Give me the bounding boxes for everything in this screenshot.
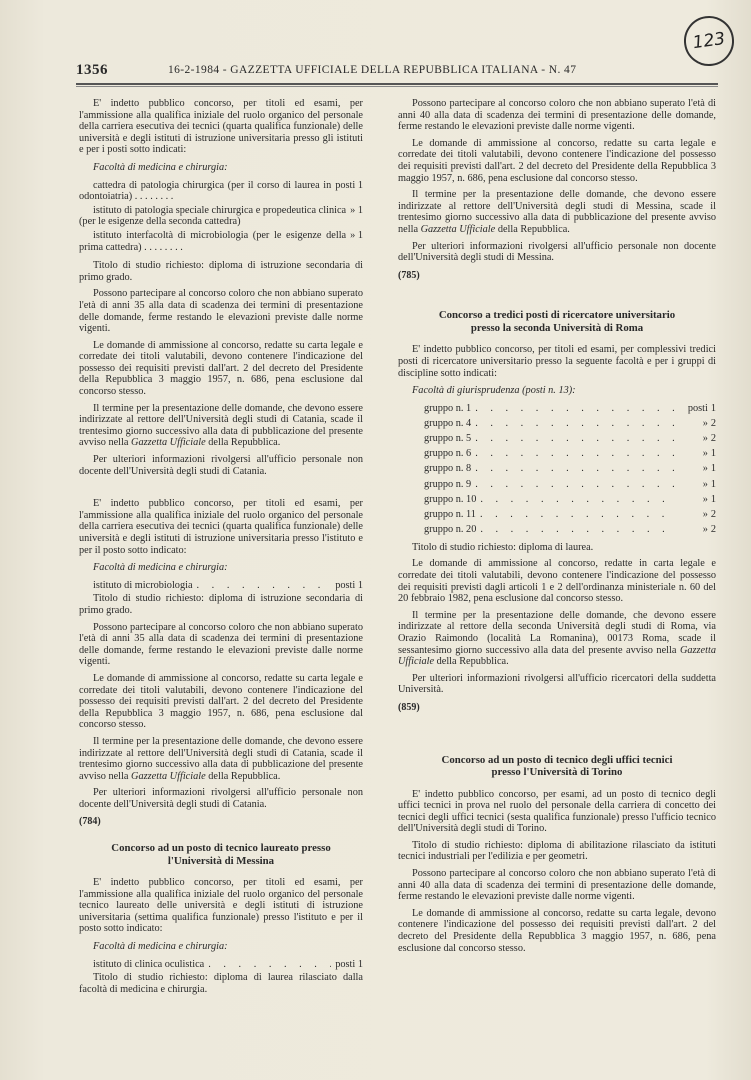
group-qty: » 1: [702, 478, 716, 490]
group-row: [398, 509, 716, 521]
group-qty: » 2: [702, 433, 716, 445]
post-entry-text: cattedra di patologia chirurgica (per il corso di laurea in odontoiatria) . . . . . . . .: [79, 179, 332, 203]
deadline-paragraph: Il termine per la presentazione delle domande, che devono essere indirizzate al rettore dell'Università degli studi di Catania, scade il trentesimo giorno successivo alla data di pubblicazione del presente avviso nella Gazzetta Ufficiale della Repubblica.: [79, 402, 363, 449]
deadline-paragraph: Il termine per la presentazione delle domande, che devono essere indirizzate al rettore della seconda Università degli studi di Roma, via Orazio Raimondo (località La Romanina), 00173 Roma, scade il sessantesimo giorno successivo alla data del presente avviso nella Gazzetta Ufficiale della Repubblica.: [398, 609, 716, 668]
group-qty: » 1: [702, 463, 716, 475]
deadline-paragraph: Il termine per la presentazione delle domande, che devono essere indirizzate al rettore dell'Università degli studi di Catania, scade il trentesimo giorno successivo alla data di pubblicazione del presente avviso nella Gazzetta Ufficiale della Repubblica.: [79, 735, 363, 782]
post-entry: [79, 580, 363, 592]
leader-dots: [197, 580, 332, 592]
info-paragraph: Per ulteriori informazioni rivolgersi all'ufficio personale non docente dell'Università degli studi di Catania.: [79, 454, 363, 477]
page-number: 1356: [76, 62, 108, 78]
group-row: [398, 494, 716, 506]
notice-title: Concorso ad un posto di tecnico degli uffici tecnici presso l'Università di Torino: [441, 753, 673, 778]
application-docs: Le domande di ammissione al concorso, redatte in carta legale e corredate dei titoli valutabili, devono contenere l'indicazione del possesso dei requisiti previsti dagli articoli 1 e 2 dell'ordinanza ministeriale n. 60 del 20 febbraio 1982, pena esclusione dal concorso stesso.: [398, 558, 716, 605]
group-qty: » 2: [702, 417, 716, 429]
group-row: [398, 418, 716, 430]
faculty-heading: Facoltà di medicina e chirurgia:: [93, 161, 228, 173]
notice-intro: E' indetto pubblico concorso, per titoli ed esami, per l'ammissione alla qualifica iniziale del ruolo organico del personale della carriera esecutiva dei tecnici (quarta qualifica funzionale) delle università e degli istituti di istruzione universitaria presso gli istituti e per i posti sotto indicati:: [79, 98, 363, 156]
group-qty: » 1: [702, 493, 716, 505]
notice-separator: [79, 482, 363, 498]
right-column: [398, 98, 716, 959]
info-paragraph: Per ulteriori informazioni rivolgersi all'ufficio ricercatori della suddetta Università.: [398, 672, 716, 696]
notice-code: (785): [398, 269, 420, 281]
required-title: Titolo di studio richiesto: diploma di laurea rilasciato dalla facoltà di medicina e chirurgia.: [79, 972, 363, 995]
age-requirement: Possono partecipare al concorso coloro che non abbiano superato l'età di anni 40 alla data di scadenza dei termini di presentazione delle domande, ferme restando le elevazioni previste dalle norme vigenti.: [398, 98, 716, 133]
required-title: Titolo di studio richiesto: diploma di laurea.: [412, 541, 594, 553]
group-row: [398, 448, 716, 460]
leader-dots: [475, 433, 674, 445]
notice-intro: E' indetto pubblico concorso, per titoli ed esami, per complessivi tredici posti di ricercatore universitario presso la seguente facoltà e per i gruppi di discipline sotto indicati:: [398, 344, 716, 379]
group-qty: » 2: [702, 509, 716, 520]
left-column: [79, 98, 363, 1000]
application-docs: Le domande di ammissione al concorso, redatte su carta legale e corredate dei titoli valutabili, devono contenere l'indicazione del possesso dei requisiti previsti dall'art. 2 del decreto del Presidente della Repubblica 3 maggio 1957, n. 686, pena esclusione dal concorso stesso.: [398, 137, 716, 184]
group-row: [398, 524, 716, 536]
required-title: Titolo di studio richiesto: diploma di istruzione secondaria di primo grado.: [79, 593, 363, 616]
group-label: gruppo n. 10: [424, 493, 477, 505]
leader-dots: [475, 418, 674, 430]
leader-dots: [475, 448, 674, 460]
leader-dots: [480, 509, 674, 521]
group-row: [398, 463, 716, 475]
post-entry-text: istituto interfacoltà di microbiologia (per le esigenze della prima cattedra) . . . . . . . .: [79, 229, 347, 253]
notice-title: Concorso ad un posto di tecnico laureato presso l'Università di Messina: [111, 842, 331, 867]
group-label: gruppo n. 4: [424, 417, 472, 429]
page-header: [76, 62, 718, 82]
age-requirement: Possono partecipare al concorso coloro che non abbiano superato l'età di anni 35 alla data di scadenza dei termini di presentazione delle domande, ferme restando le elevazioni previste dalle norme vigenti.: [79, 288, 363, 335]
required-title: Titolo di studio richiesto: diploma di istruzione secondaria di primo grado.: [79, 260, 363, 283]
group-label: gruppo n. 20: [424, 524, 477, 536]
notice-intro: E' indetto pubblico concorso, per esami, ad un posto di tecnico degli uffici tecnici in prova nel ruolo del personale della carriera di concetto dei tecnici degli uffici tecnici (sesta qualifica funzionale) presso l'ufficio tecnico dell'Università degli studi di Torino.: [398, 788, 716, 835]
group-row: [398, 433, 716, 445]
header-rule-thin: [76, 86, 718, 87]
post-entry-qty: posti 1: [335, 179, 363, 191]
notice-code: (859): [398, 701, 420, 713]
info-paragraph: Per ulteriori informazioni rivolgersi all'ufficio personale non docente dell'Università degli studi di Messina.: [398, 240, 716, 264]
post-entry: [79, 205, 363, 228]
post-entry-text: istituto di clinica oculistica: [93, 958, 205, 970]
post-entry-text: istituto di microbiologia: [93, 579, 193, 591]
post-entry-qty: » 1: [350, 229, 363, 241]
application-docs: Le domande di ammissione al concorso, redatte su carta legale e corredate dei titoli valutabili, devono contenere l'indicazione del possesso dei requisiti previsti dall'art. 2 del decreto del Presidente della Repubblica 3 maggio 1957, n. 686, pena esclusione dal concorso stesso.: [79, 339, 363, 398]
group-list: [398, 403, 716, 536]
age-requirement: Possono partecipare al concorso coloro che non abbiano superato l'età di anni 35 alla data di scadenza dei termini di presentazione delle domande, ferme restando le elevazioni previste dalle norme vigenti.: [79, 621, 363, 668]
post-entry-text: istituto di patologia speciale chirurgica e propedeutica clinica (per le esigenze della seconda cattedra): [79, 204, 347, 228]
post-entry-qty: posti 1: [335, 579, 363, 591]
header-rule: [76, 83, 718, 85]
post-entry: [79, 959, 363, 971]
post-entry-qty: posti 1: [335, 958, 363, 970]
group-label: gruppo n. 1: [424, 402, 472, 414]
leader-dots: [475, 479, 674, 491]
application-docs: Le domande di ammissione al concorso, redatte su carta legale e corredate dei titoli valutabili, devono contenere l'indicazione del possesso dei requisiti previsti dall'art. 2 del decreto del Presidente della Repubblica 3 maggio 1957, n. 686, pena esclusione dal concorso stesso.: [79, 672, 363, 731]
group-label: gruppo n. 11: [424, 509, 476, 520]
post-entry: [79, 230, 363, 253]
notice-code: (784): [79, 816, 101, 828]
required-title: Titolo di studio richiesto: diploma di abilitazione rilasciato da istituti tecnici industriali per l'edilizia e per geometri.: [398, 839, 716, 863]
group-label: gruppo n. 5: [424, 433, 472, 445]
group-label: gruppo n. 6: [424, 448, 472, 460]
running-head: 16-2-1984 - GAZZETTA UFFICIALE DELLA REPUBBLICA ITALIANA - N. 47: [168, 64, 577, 76]
info-paragraph: Per ulteriori informazioni rivolgersi all'ufficio personale non docente dell'Università degli studi di Catania.: [79, 787, 363, 810]
faculty-heading: Facoltà di medicina e chirurgia:: [93, 941, 228, 953]
faculty-heading: Facoltà di giurisprudenza (posti n. 13):: [412, 385, 576, 397]
notice-title: Concorso a tredici posti di ricercatore universitario presso la seconda Università di Roma: [438, 309, 676, 334]
notice-intro: E' indetto pubblico concorso, per titoli ed esami, per l'ammissione alla qualifica iniziale del ruolo organico del personale tecnico laureato delle università e degli istituti di istruzione universitaria (settima qualifica funzionale) presso l'istituto e per il posto sotto indicato:: [79, 877, 363, 935]
group-qty: posti 1: [687, 402, 716, 414]
handwritten-page-stamp: 123: [681, 13, 737, 69]
age-requirement: Possono partecipare al concorso coloro che non abbiano superato l'età di anni 40 alla data di scadenza dei termini di presentazione delle domande, ferme restando le elevazioni previste dalle norme vigenti.: [398, 868, 716, 903]
leader-dots: [480, 524, 674, 536]
leader-dots: [475, 463, 674, 475]
leader-dots: [208, 959, 331, 971]
deadline-paragraph: Il termine per la presentazione delle domande, che devono essere indirizzate al rettore dell'Università degli studi di Messina, scade il trentesimo giorno successivo alla data di pubblicazione del presente avviso nella Gazzetta Ufficiale della Repubblica.: [398, 189, 716, 235]
faculty-heading: Facoltà di medicina e chirurgia:: [93, 562, 228, 574]
group-label: gruppo n. 8: [424, 463, 472, 475]
group-row: [398, 403, 716, 415]
post-entry: [79, 180, 363, 203]
group-label: gruppo n. 9: [424, 478, 472, 490]
leader-dots: [480, 494, 674, 506]
application-docs: Le domande di ammissione al concorso, redatte su carta legale, devono contenere l'indicazione del possesso dei requisiti previsti dall'art. 2 del decreto del Presidente della Repubblica 3 maggio 1957, n. 686, pena esclusione dal concorso stesso.: [398, 907, 716, 954]
group-row: [398, 479, 716, 491]
group-qty: » 2: [702, 524, 716, 536]
group-qty: » 1: [702, 448, 716, 460]
leader-dots: [475, 403, 674, 415]
post-entry-qty: » 1: [350, 204, 363, 216]
notice-intro: E' indetto pubblico concorso, per titoli ed esami, per l'ammissione alla qualifica iniziale del ruolo organico del personale della carriera esecutiva dei tecnici (quarta qualifica funzionale) delle università e degli istituti di istruzione universitaria presso l'istituto e per il posto sotto indicato:: [79, 498, 363, 556]
